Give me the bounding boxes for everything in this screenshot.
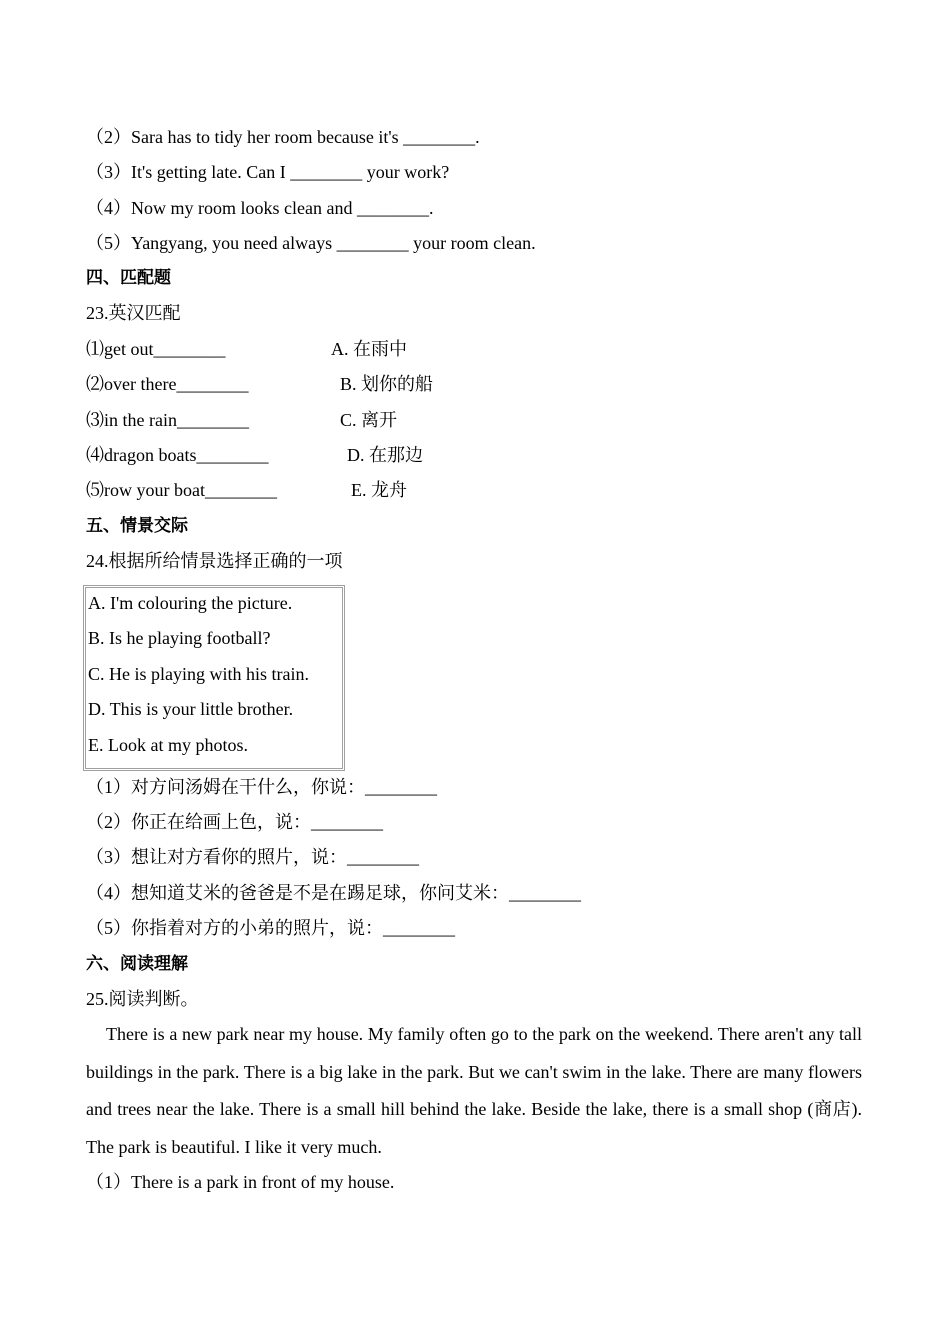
match-right-a: A. 在雨中: [331, 339, 407, 359]
situation-item-3: （3）想让对方看你的照片，说：________: [86, 847, 419, 867]
situation-item-1: （1）对方问汤姆在干什么，你说：________: [86, 777, 437, 797]
situation-item-5: （5）你指着对方的小弟的照片，说：________: [86, 918, 455, 938]
question-25: 25.阅读判断。: [86, 989, 199, 1009]
match-left-1: ⑴get out________: [86, 339, 226, 359]
option-b: B. Is he playing football?: [88, 628, 271, 648]
situation-item-4: （4）想知道艾米的爸爸是不是在踢足球，你问艾米：________: [86, 883, 581, 903]
reading-passage: There is a new park near my house. My family often go to the park on the weekend. There aren't any tall buildings in the park. There is a big lake in the park. But we can't swim in the lake. There are many flowers and trees near the lake. There is a small hill behind the lake. Beside the lake, there is a small shop (商店). The park is beautiful. I like it very much.: [86, 1024, 862, 1157]
section-heading-situational: 五、情景交际: [86, 516, 188, 536]
section-heading-reading: 六、阅读理解: [86, 954, 188, 974]
match-left-4: ⑷dragon boats________: [86, 445, 269, 465]
match-left-5: ⑸row your boat________: [86, 480, 277, 500]
option-c: C. He is playing with his train.: [88, 664, 309, 684]
match-left-3: ⑶in the rain________: [86, 410, 249, 430]
reading-item-1: （1）There is a park in front of my house.: [86, 1172, 395, 1192]
fill-in-item-5: （5）Yangyang, you need always ________ your room clean.: [86, 233, 536, 253]
question-24: 24.根据所给情景选择正确的一项: [86, 551, 343, 571]
match-right-e: E. 龙舟: [351, 480, 407, 500]
match-right-d: D. 在那边: [347, 445, 423, 465]
section-heading-matching: 四、匹配题: [86, 268, 171, 288]
option-e: E. Look at my photos.: [88, 735, 248, 755]
question-23: 23.英汉匹配: [86, 303, 181, 323]
fill-in-item-4: （4）Now my room looks clean and ________.: [86, 198, 434, 218]
fill-in-item-2: （2）Sara has to tidy her room because it's ________.: [86, 127, 480, 147]
option-d: D. This is your little brother.: [88, 699, 294, 719]
match-right-b: B. 划你的船: [340, 374, 434, 394]
situation-item-2: （2）你正在给画上色，说：________: [86, 812, 383, 832]
fill-in-item-3: （3）It's getting late. Can I ________ your work?: [86, 162, 450, 182]
match-right-c: C. 离开: [340, 410, 398, 430]
match-left-2: ⑵over there________: [86, 374, 249, 394]
option-a: A. I'm colouring the picture.: [88, 593, 293, 613]
